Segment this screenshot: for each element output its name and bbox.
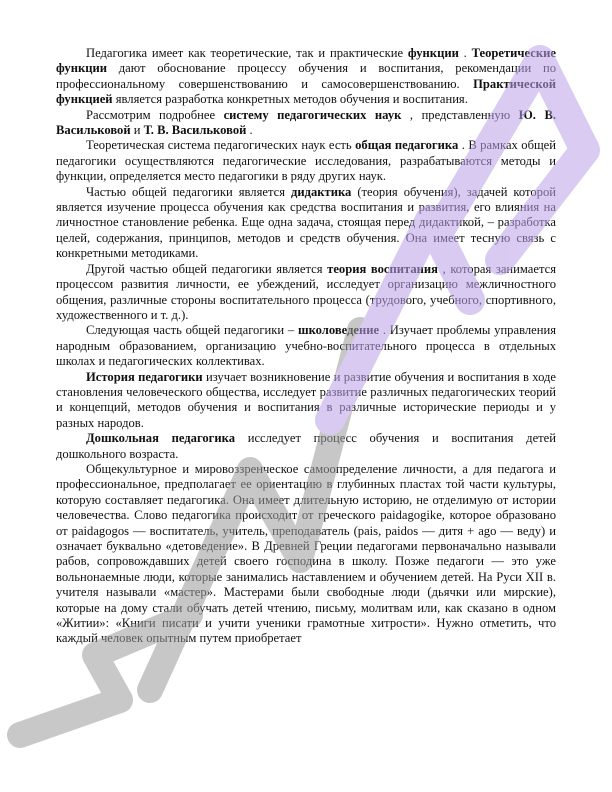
bold-term: систему педагогических наук (223, 107, 402, 122)
bold-term: школоведение (297, 323, 380, 338)
paragraph (56, 323, 556, 369)
bold-term: функции (407, 46, 459, 60)
paragraph (56, 370, 556, 432)
bold-term: Практической функцией (56, 76, 556, 107)
text-run: Рассмотрим подробнее (86, 107, 224, 122)
text-run: . (458, 46, 472, 60)
bold-term: дидактика (290, 184, 352, 199)
text-run: Следующая часть общей педагогики – (86, 323, 298, 338)
text-run: , представленную (401, 107, 519, 122)
paragraph (56, 138, 556, 184)
paragraph (56, 185, 556, 262)
text-run: исследует процесс обучения и воспитания детей дошкольного возраста. (56, 431, 556, 461)
bold-term: Теоретические функции (56, 46, 556, 76)
text-run: и (130, 123, 144, 138)
text-run: Теоретическая система педагогических наук есть (86, 138, 356, 153)
text-run: , которая занимается процессом развития личности, ее убеждений, исследует организацию межличностного общения, различные стороны воспитательного процесса (трудового, учебного, спортивного, художественного и т. д.). (56, 261, 556, 322)
text-run: изучает возникновение и развитие обучения и воспитания в ходе становления человеческого общества, исследует развитие различных педагогических теорий и концепций, методов обучения и воспитания в различные исторические периоды и у разных народов. (56, 369, 556, 430)
paragraph (56, 431, 556, 462)
bold-term: Ю. В. Васильковой (56, 107, 557, 138)
text-run: Общекультурное и мировоззренческое самоопределение личности, а для педагога и профессиональное, предполагает ее ориентацию в глубинных пластах той части культуры, которую составляет педагогика. Она имеет длительную историю, не отделимую от истории человечества. Слово педагогика происходит от греческого paidagogike, которое образовано от paidagogos — воспитатель, учитель, преподаватель (pais, paidos — дитя + ago — веду) и означает буквально «детоведение». В Древней Греции педагогами первоначально называли рабов, сопровождавших детей своего господина в школу. Позже педагоги — это уже вольнонаемные люди, которые занимались наставлением и обучением детей. На Руси XII в. учителя называли «мастер». Мастерами были свободные люди (дьячки или мирские), которые на дому стали обучать детей чтению, письму, молитвам или, как сказано в одном «Житии»: «Книги писати и учити ученики грамотные хитрости». Нужно отметить, что каждый человек опытным путем приобретает (56, 461, 556, 646)
paragraph (56, 46, 556, 108)
paragraph (56, 262, 556, 324)
text-run: Частью общей педагогики является (86, 184, 291, 199)
document-body (56, 46, 556, 647)
paragraph (56, 108, 556, 139)
text-run: Педагогика имеет как теоретические, так и практические (86, 46, 408, 60)
bold-term: Дошкольная педагогика (86, 431, 235, 446)
text-run: . (246, 123, 253, 138)
paragraph (56, 462, 556, 647)
text-run: . Изучает проблемы управления народным образованием, организацию учебно-воспитательного процесса в отдельных школах и педагогических коллективах. (56, 323, 557, 369)
text-run: Другой частью общей педагогики является (86, 261, 328, 276)
bold-term: Т. В. Васильковой (143, 123, 247, 138)
bold-term: теория воспитания (327, 261, 438, 276)
text-run: . В рамках общей педагогики осуществляются педагогические исследования, разрабатываются методы и функции, определяется место педагогики в ряду других наук. (56, 138, 557, 184)
text-run: (теория обучения), задачей которой является изучение процесса обучения как средства воспитания и развития, его влияния на личностное становление ребенка. Еще одна задача, стоящая перед дидактикой, – разработка целей, содержания, принципов, методов и средств обучения. Она имеет тесную связь с конкретными методиками. (56, 184, 556, 261)
bold-term: общая педагогика (355, 138, 459, 153)
text-run: является разработка конкретных методов обучения и воспитания. (112, 92, 468, 107)
text-run: дают обоснование процессу обучения и воспитания, рекомендации по профессиональному совершенствованию и самосовершенствованию. (56, 61, 556, 91)
bold-term: История педагогики (86, 369, 203, 384)
